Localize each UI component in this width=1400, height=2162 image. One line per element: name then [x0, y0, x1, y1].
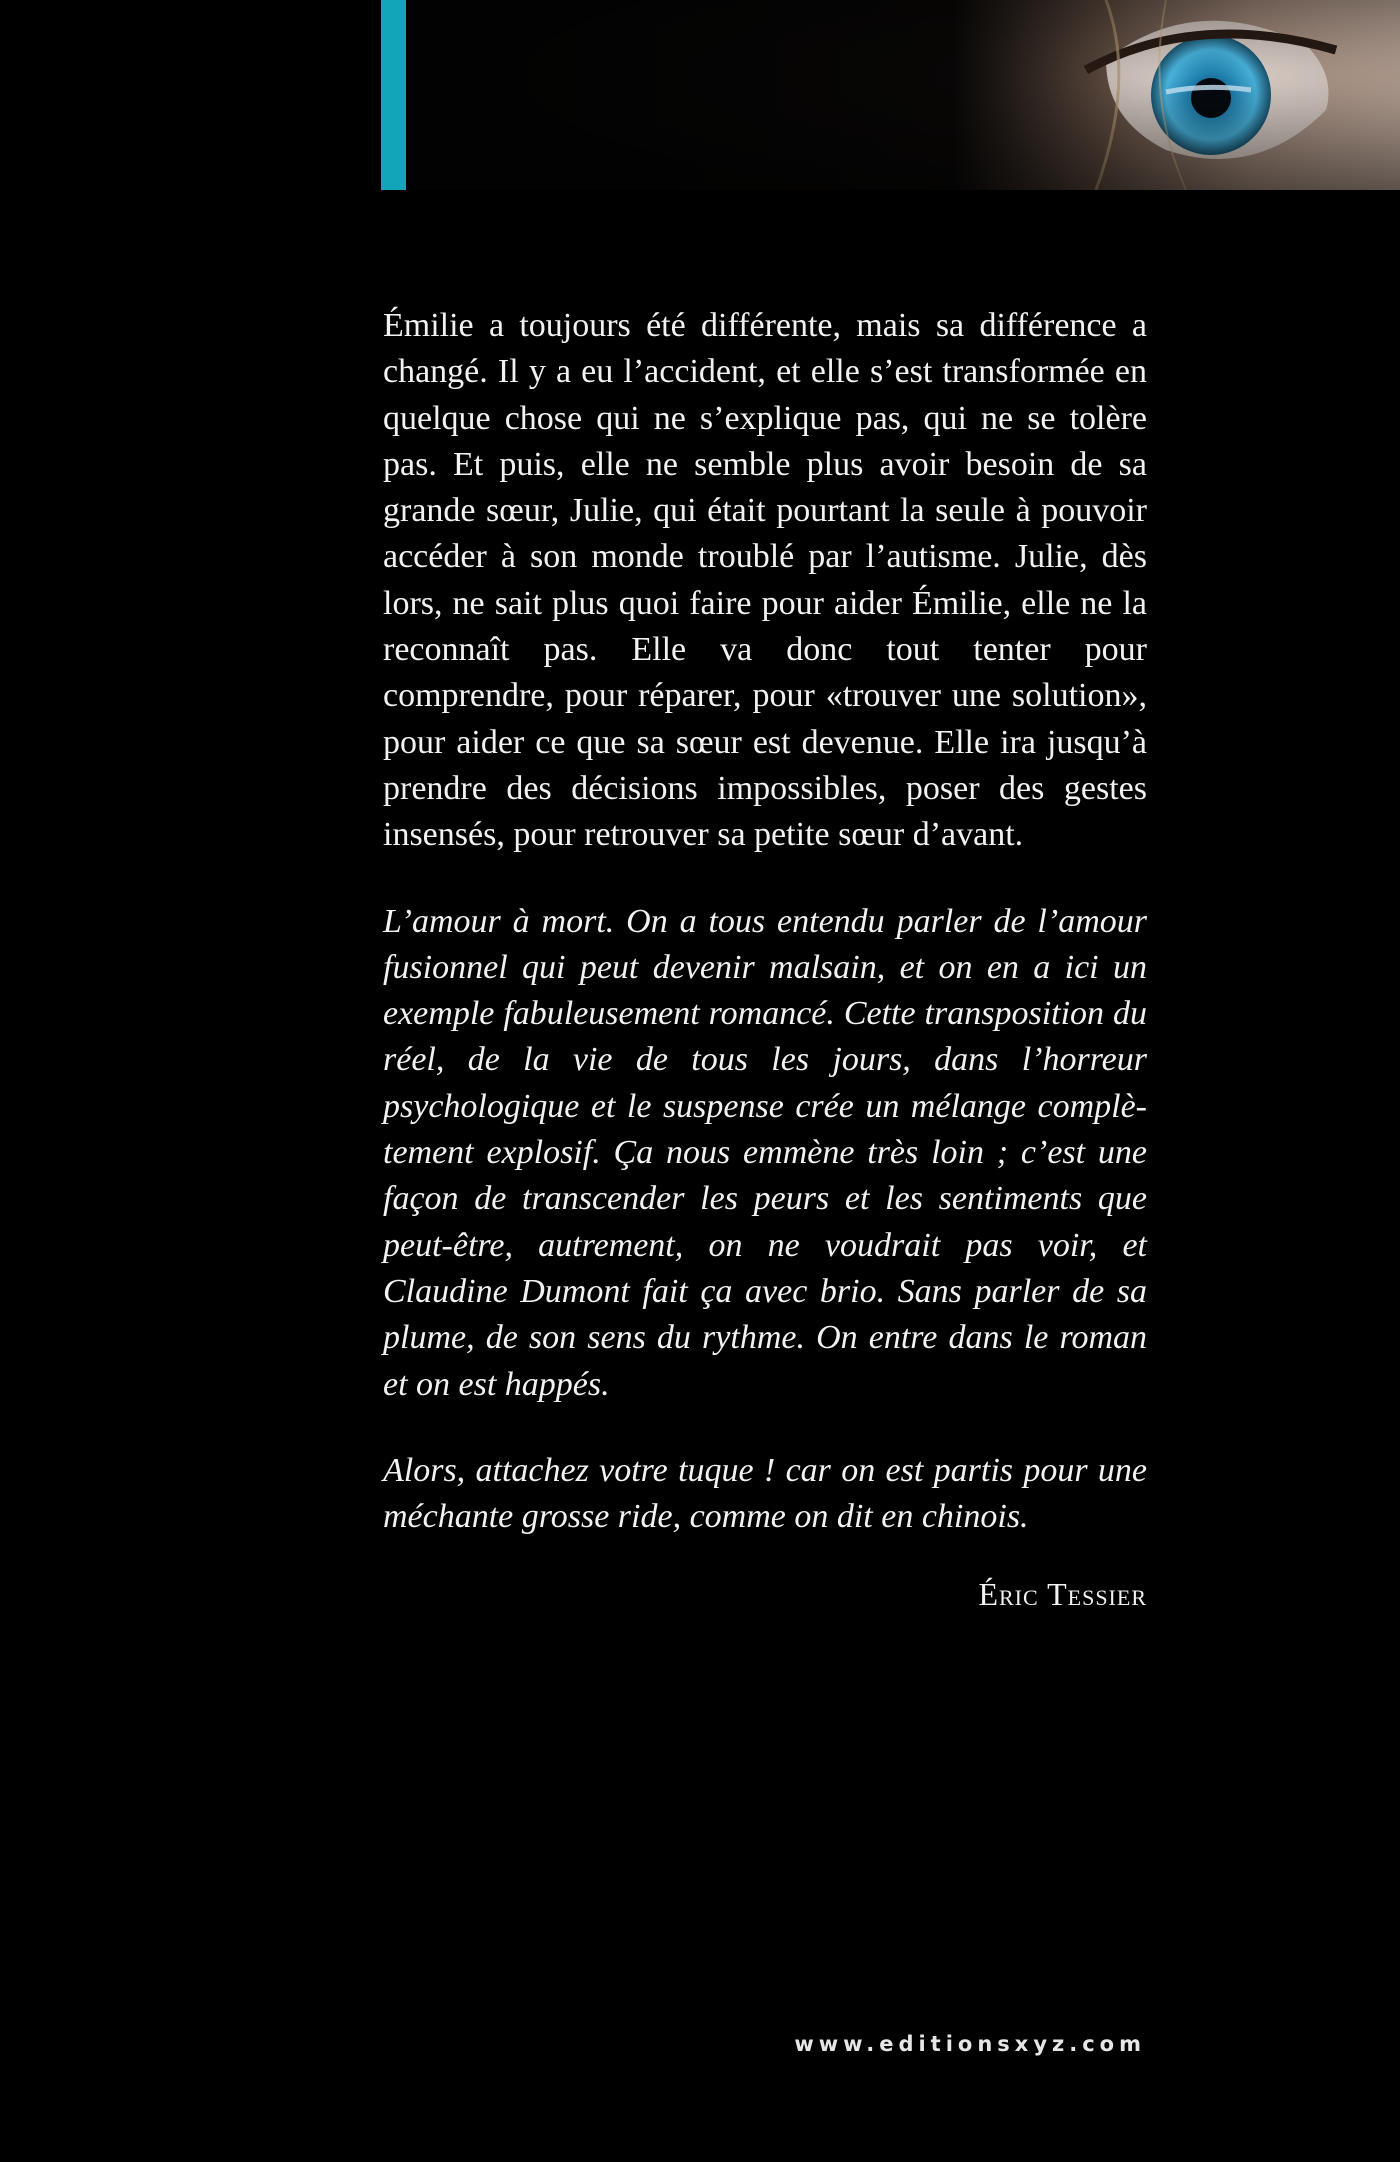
cover-image-strip — [381, 0, 1400, 190]
teal-accent-bar — [381, 0, 406, 190]
review-signature: Éric Tessier — [978, 1576, 1147, 1613]
back-cover-text — [383, 303, 1147, 1613]
eye-photo — [406, 0, 1400, 190]
publisher-website: www.editionsxyz.com — [794, 2032, 1146, 2056]
synopsis-paragraph: Émilie a toujours été différente, mais sa différence a changé. Il y a eu l’accident, et elle s’est transformée en quelque chose qui ne s’explique pas, qui ne se tolère pas. Et puis, elle ne semble plus avoir besoin de sa grande sœur, Julie, qui était pourtant la seule à pouvoir accéder à son monde troublé par l’autisme. Julie, dès lors, ne sait plus quoi faire pour aider Émilie, elle ne la reconnaît pas. Elle va donc tout tenter pour comprendre, pour réparer, pour «trouver une solution», pour aider ce que sa sœur est devenue. Elle ira jusqu’à prendre des décisions impossibles, poser des gestes insensés, pour retrouver sa petite sœur d’avant. — [383, 307, 1147, 854]
review-closing-paragraph: Alors, attachez votre tuque ! car on est partis pour une méchante grosse ride, comme on dit en chinois. — [383, 1451, 1147, 1536]
review-paragraph: L’amour à mort. On a tous entendu parler de l’amour fusionnel qui peut devenir malsain, et on en a ici un exemple fabuleusement romancé. Cette transposition du réel, de la vie de tous les jours, dans l’horreur psychologique et le suspense crée un mélange complètement explosif. Ça nous emmène très loin ; c’est une façon de transcender les peurs et les sentiments que peut-être, autrement, on ne voudrait pas voir, et Claudine Dumont fait ça avec brio. Sans parler de sa plume, de son sens du rythme. On entre dans le roman et on est happés. — [383, 902, 1147, 1403]
